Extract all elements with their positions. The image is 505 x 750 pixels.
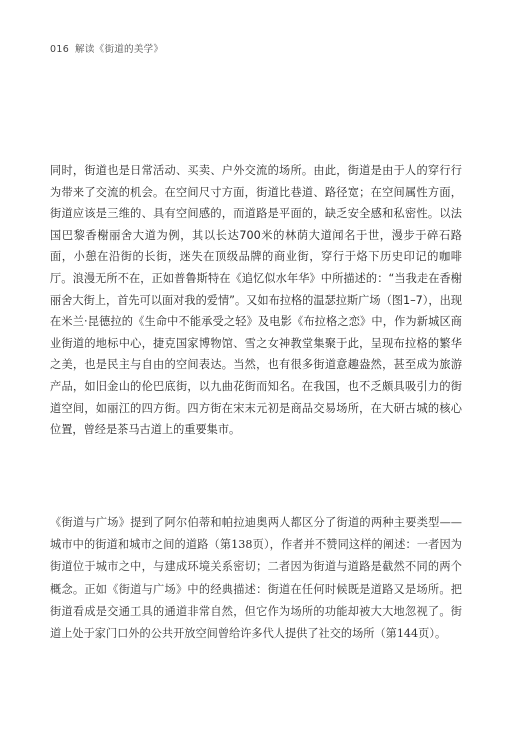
page-number: 016 (50, 44, 70, 55)
running-header (50, 41, 163, 55)
quote-paragraph: 《街道与广场》提到了阿尔伯蒂和帕拉迪奥两人都区分了街道的两种主要类型——城市中的街道和城市之间的道路（第138页），作者并不赞同这样的阐述：一者因为街道位于城市之中，与建成环境关系密切；二者因为街道与道路是截然不同的两个概念。正如《街道与广场》中的经典描述：街道在任何时候既是道路又是场所。把街道看成是交通工具的通道非常自然，但它作为场所的功能却被大大地忽视了。街道上处于家门口外的公共开放空间曾给许多代人提供了社交的场所（第144页）。 (50, 516, 462, 641)
body-paragraph: 同时，街道也是日常活动、买卖、户外交流的场所。由此，街道是由于人的穿行行为带来了交流的机会。在空间尺寸方面，街道比巷道、路径宽；在空间属性方面，街道应该是三维的、具有空间感的，而道路是平面的，缺乏安全感和私密性。以法国巴黎香榭丽舍大道为例，其以长达700米的林荫大道闻名于世，漫步于碎石路面，小憩在沿街的长街，迷失在顶级品牌的商业街，穿行于烙下历史印记的咖啡厅。浪漫无所不在，正如普鲁斯特在《追忆似水年华》中所描述的：“当我走在香榭丽舍大街上，首先可以面对我的爱情”。又如布拉格的温瑟拉斯广场（图1–7），出现在米兰·昆德拉的《生命中不能承受之轻》及电影《布拉格之恋》中，作为新城区商业街道的地标中心，捷克国家博物馆、雪之女神教堂集聚于此，呈现布拉格的繁华之美，也是民主与自由的空间表达。当然，也有很多街道意趣盎然，甚至成为旅游产品，如旧金山的伦巴底街，以九曲花街而知名。在我国，也不乏颇具吸引力的街道空间，如丽江的四方街。四方街在宋末元初是商品交易场所，在大研古城的核心位置，曾经是茶马古道上的重要集市。 (50, 164, 462, 437)
running-title: 解读《街道的美学》 (75, 44, 164, 55)
